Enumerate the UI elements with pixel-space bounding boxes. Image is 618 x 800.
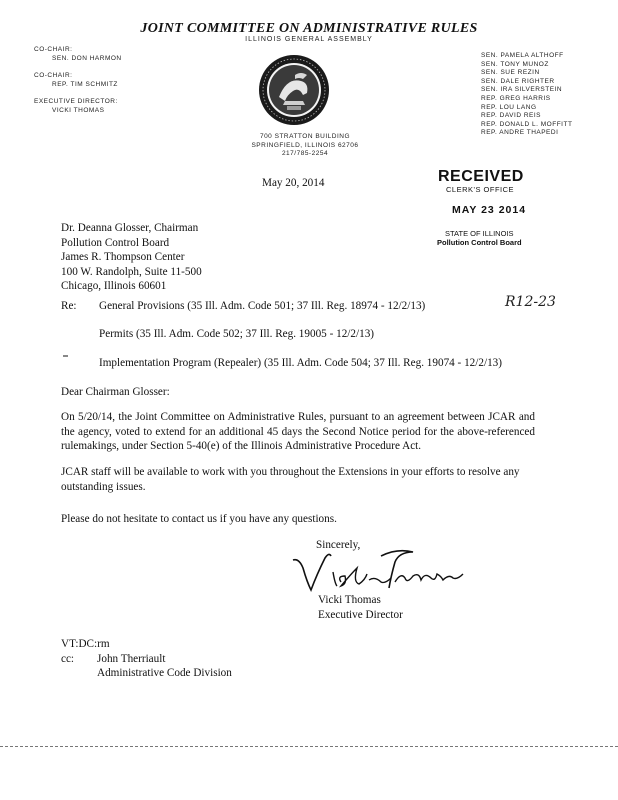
state-seal-icon [257, 53, 331, 127]
re-item: Permits (35 Ill. Adm. Code 502; 37 Ill. Reg. 19005 - 12/2/13) [99, 328, 375, 340]
officer-name: REP. TIM SCHMITZ [52, 80, 118, 88]
re-item: Implementation Program (Repealer) (35 Ill. Adm. Code 504; 37 Ill. Reg. 19074 - 12/2/13) [99, 357, 502, 369]
member-name: REP. LOU LANG [481, 103, 537, 111]
cc-recipient: John Therriault [97, 653, 166, 665]
officer-name: VICKI THOMAS [52, 106, 105, 114]
member-name: SEN. TONY MUNOZ [481, 60, 549, 68]
member-name: REP. DAVID REIS [481, 112, 541, 120]
addressee-block [61, 221, 202, 294]
handwritten-docket-note: R12-23 [505, 294, 556, 310]
general-assembly-subtitle: ILLINOIS GENERAL ASSEMBLY [245, 36, 373, 43]
committee-address [250, 133, 360, 159]
officers-block [34, 46, 122, 116]
address-line: 700 STRATTON BUILDING [259, 133, 351, 140]
officer-label: EXECUTIVE DIRECTOR: [34, 98, 118, 106]
letter-date: May 20, 2014 [262, 177, 325, 189]
addressee-line: Pollution Control Board [61, 236, 170, 249]
signer-name: Vicki Thomas [318, 594, 381, 606]
cc-label: cc: [61, 653, 75, 665]
body-paragraph: JCAR staff will be available to work with you throughout the Extensions in your efforts to resolve any outstanding issues. [61, 466, 520, 493]
scan-speck [63, 355, 68, 357]
member-name: SEN. SUE REZIN [481, 69, 540, 77]
member-name: SEN. IRA SILVERSTEIN [481, 86, 563, 94]
board-stamp-line: Pollution Control Board [437, 238, 522, 247]
committee-title: JOINT COMMITTEE ON ADMINISTRATIVE RULES [140, 21, 478, 36]
member-name: REP. DONALD L. MOFFITT [481, 120, 573, 128]
member-name: REP. GREG HARRIS [481, 94, 551, 102]
address-line: SPRINGFIELD, ILLINOIS 62706 [251, 141, 359, 149]
received-date-stamp: MAY 23 2014 [452, 204, 527, 216]
officer-label: CO-CHAIR: [34, 72, 73, 80]
body-paragraph: Please do not hesitate to contact us if you have any questions. [61, 513, 337, 525]
member-name: REP. ANDRE THAPEDI [481, 129, 559, 137]
officer-label: CO-CHAIR: [34, 46, 73, 53]
re-label: Re: [61, 300, 77, 312]
cc-recipient: Administrative Code Division [97, 667, 232, 679]
state-stamp-line: STATE OF ILLINOIS [445, 229, 514, 238]
page-bottom-rule [0, 746, 618, 747]
addressee-line: Dr. Deanna Glosser, Chairman [61, 222, 199, 234]
committee-members [481, 52, 572, 138]
signer-title: Executive Director [318, 609, 403, 621]
addressee-line: James R. Thompson Center [61, 251, 185, 263]
state-stamp [437, 229, 522, 247]
addressee-line: Chicago, Illinois 60601 [61, 280, 167, 292]
reference-initials: VT:DC:rm [61, 638, 110, 650]
body-paragraph: On 5/20/14, the Joint Committee on Administrative Rules, pursuant to an agreement between JCAR and the agency, voted to extend for an additional 45 days the Second Notice period for the above-referenced rulemakings, under Section 5-40(e) of the Illinois Administrative Procedure Act. [61, 411, 535, 452]
re-item: General Provisions (35 Ill. Adm. Code 501; 37 Ill. Reg. 18974 - 12/2/13) [99, 300, 426, 312]
clerks-office-stamp: CLERK'S OFFICE [446, 185, 515, 194]
address-line: 217/785-2254 [281, 150, 329, 158]
member-name: SEN. DALE RIGHTER [481, 77, 555, 85]
officer-name: SEN. DON HARMON [52, 54, 122, 62]
salutation: Dear Chairman Glosser: [61, 386, 170, 398]
closing: Sincerely, [316, 539, 361, 551]
addressee-line: 100 W. Randolph, Suite 11-500 [61, 265, 202, 278]
received-stamp: RECEIVED [438, 168, 524, 185]
member-name: SEN. PAMELA ALTHOFF [481, 52, 564, 59]
